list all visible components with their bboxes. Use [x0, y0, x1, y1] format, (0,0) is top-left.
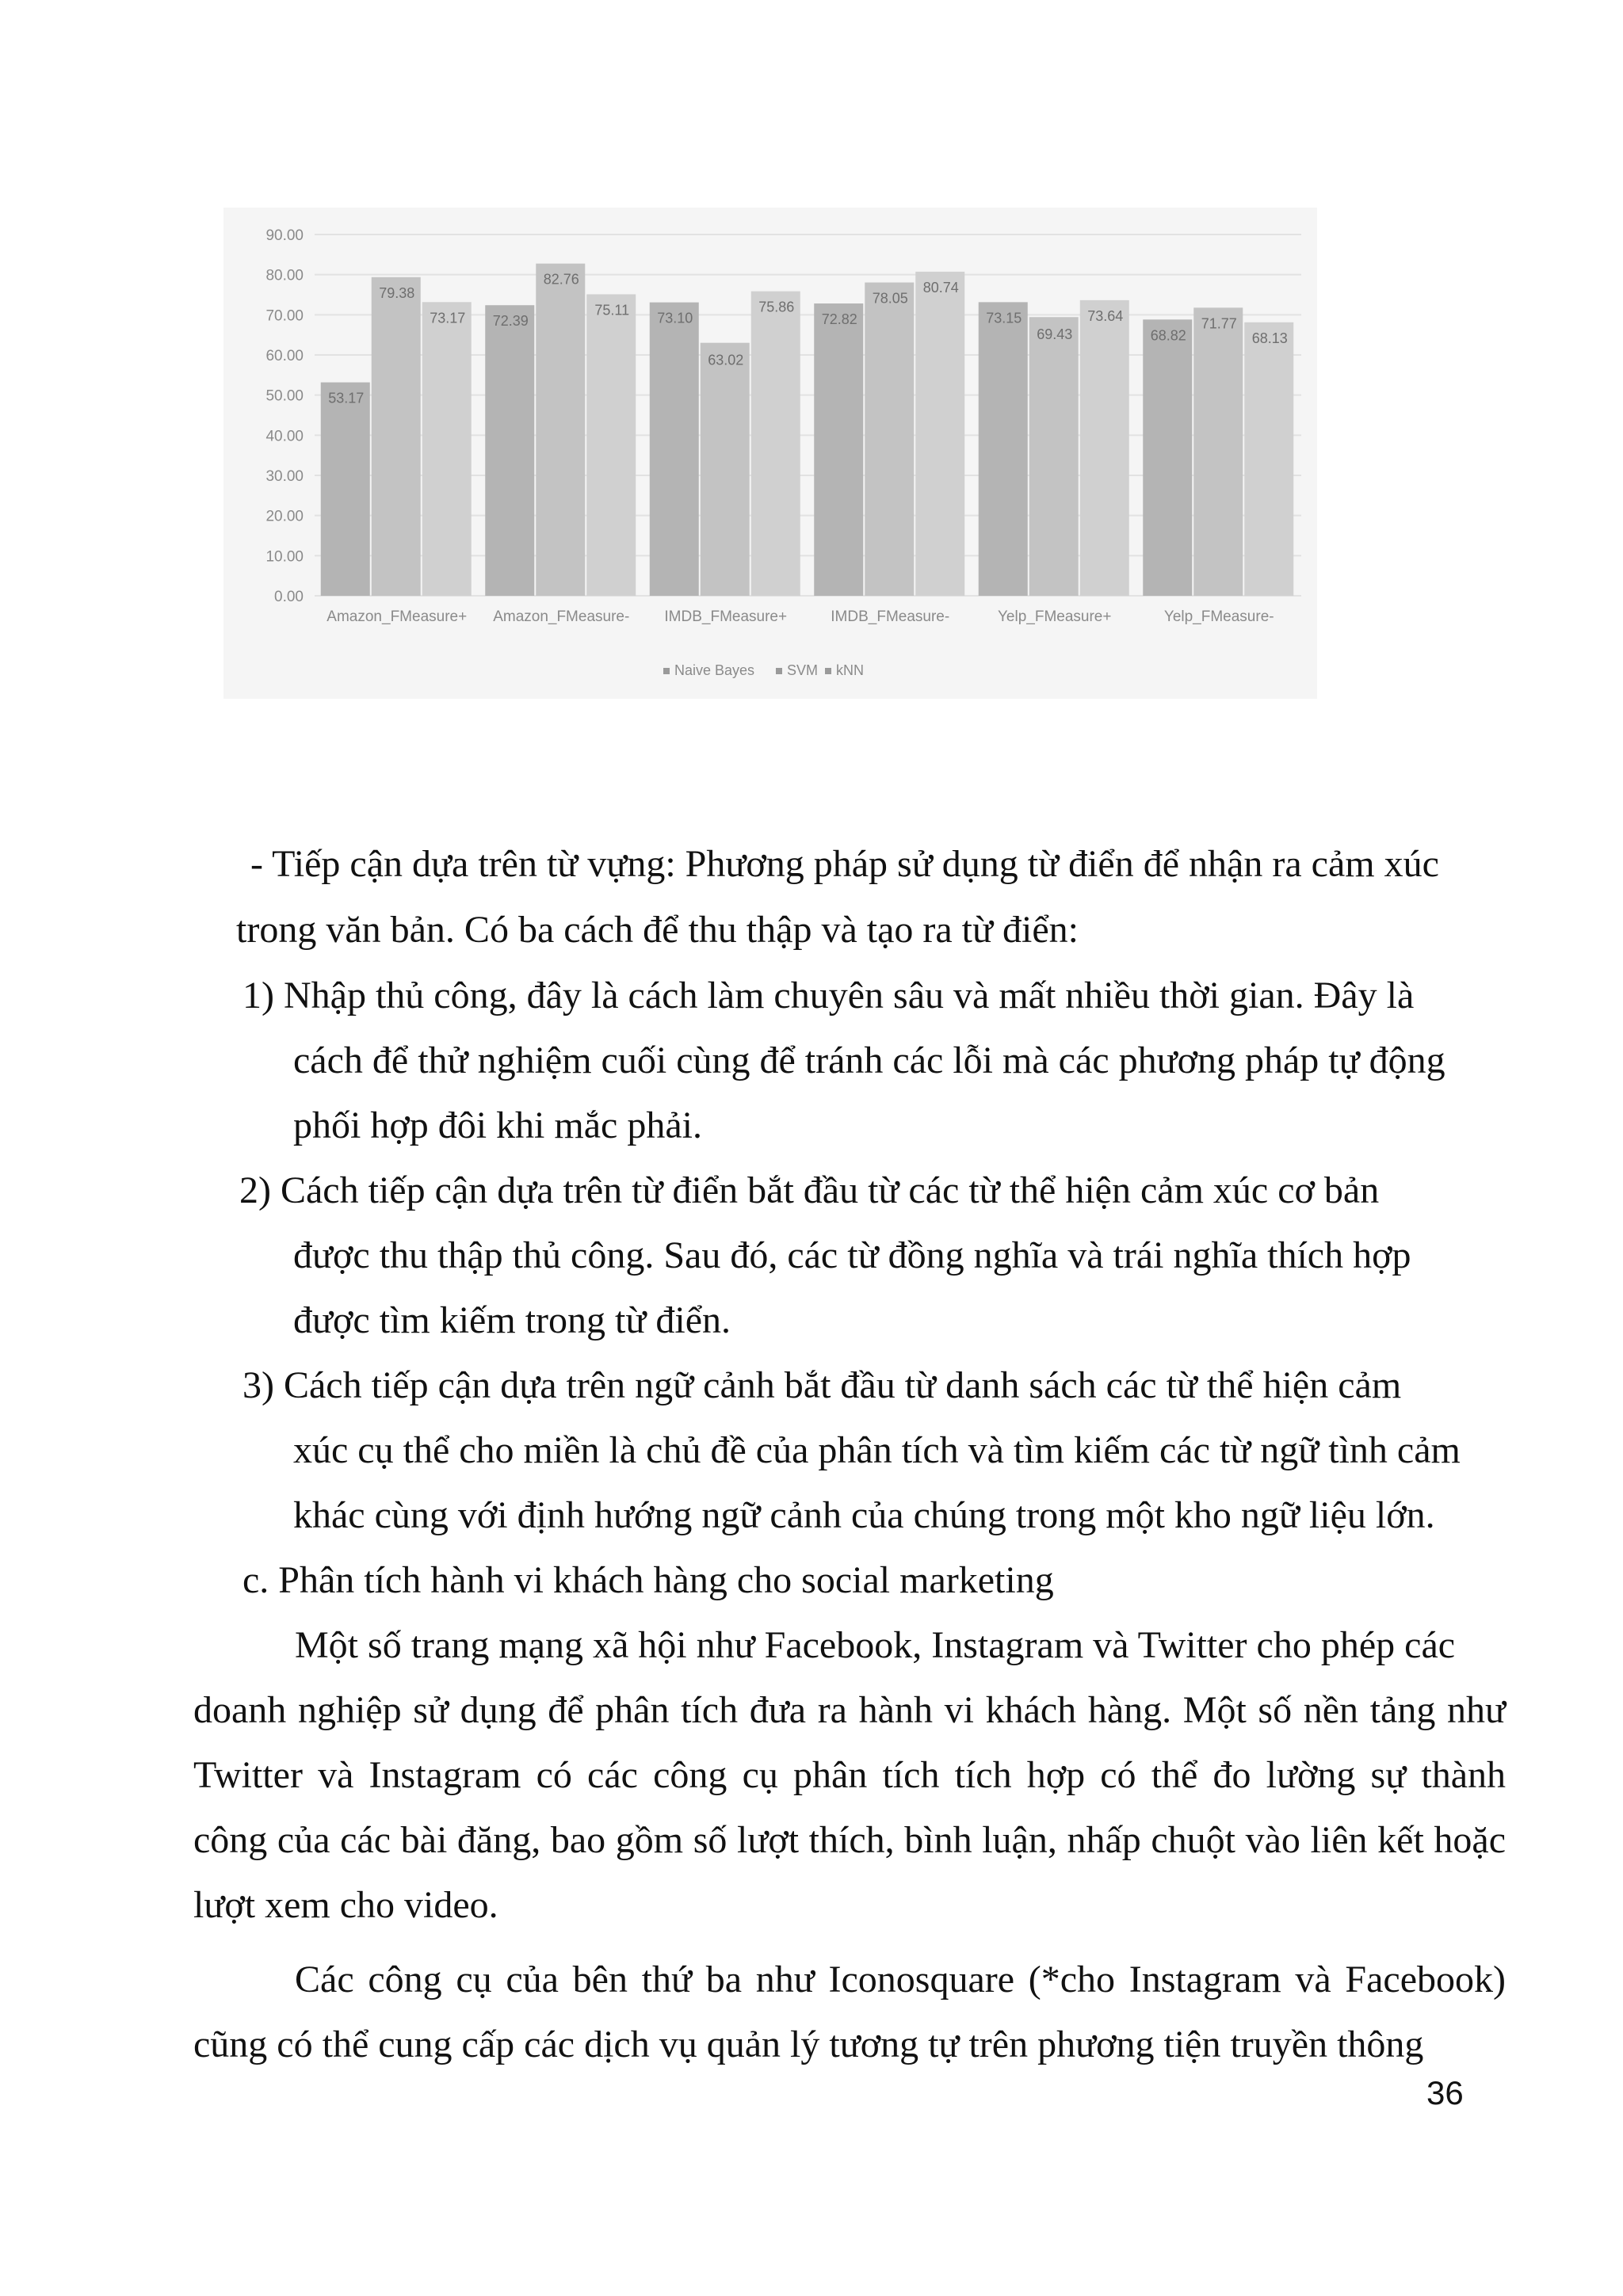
y-tick-label: 40.00	[265, 428, 304, 445]
data-label: 53.17	[328, 390, 365, 406]
bar	[701, 343, 750, 596]
x-tick-label: Yelp_FMeasure-	[1163, 608, 1274, 625]
bar	[1193, 307, 1243, 596]
data-label: 82.76	[543, 271, 579, 288]
bar	[1244, 322, 1293, 596]
legend-label: SVM	[787, 662, 819, 678]
text-line: trong văn bản. Có ba cách để thu thập và tạo ra từ điển:	[236, 909, 1079, 951]
x-tick-label: Yelp_FMeasure+	[998, 608, 1112, 625]
text-line: xúc cụ thể cho miền là chủ đề của phân tích và tìm kiếm các từ ngữ tình cảm	[293, 1429, 1461, 1471]
x-tick-label: Amazon_FMeasure-	[493, 608, 630, 625]
data-label: 80.74	[922, 279, 959, 296]
data-label: 69.43	[1037, 326, 1073, 343]
bar	[1029, 317, 1079, 596]
text-line: lượt xem cho video.	[193, 1884, 498, 1926]
y-tick-label: 50.00	[265, 387, 304, 405]
text-line: 3) Cách tiếp cận dựa trên ngữ cảnh bắt đầu từ danh sách các từ thể hiện cảm	[242, 1364, 1402, 1406]
y-tick-label: 70.00	[265, 307, 304, 325]
y-tick-label: 20.00	[265, 508, 304, 525]
data-label: 73.64	[1087, 307, 1124, 324]
text-line: được tìm kiếm trong từ điển.	[293, 1299, 731, 1341]
legend-swatch	[776, 668, 782, 674]
bar	[650, 303, 699, 596]
bar	[536, 264, 585, 596]
x-tick-label: IMDB_FMeasure-	[831, 608, 950, 625]
text-line: được thu thập thủ công. Sau đó, các từ đồng nghĩa và trái nghĩa thích hợp	[293, 1234, 1411, 1276]
bar	[372, 277, 421, 596]
text-line: khác cùng với định hướng ngữ cảnh của chúng trong một kho ngữ liệu lớn.	[293, 1494, 1435, 1536]
data-label: 72.39	[492, 313, 529, 330]
text-line: 2) Cách tiếp cận dựa trên từ điển bắt đầu từ các từ thể hiện cảm xúc cơ bản	[239, 1169, 1380, 1211]
text-line: - Tiếp cận dựa trên từ vựng: Phương pháp sử dụng từ điển để nhận ra cảm xúc	[250, 843, 1439, 885]
text-line: Một số trang mạng xã hội như Facebook, Instagram và Twitter cho phép các	[295, 1624, 1456, 1666]
y-tick-label: 60.00	[265, 348, 304, 364]
legend-label: Naive Bayes	[674, 662, 755, 678]
bar	[814, 303, 863, 596]
y-tick-label: 10.00	[265, 548, 304, 566]
y-tick-label: 0.00	[274, 589, 304, 605]
bar	[865, 283, 914, 596]
data-label: 73.15	[986, 310, 1022, 326]
data-label: 73.17	[430, 310, 466, 326]
text-line: Twitter và Instagram có các công cụ phân tích tích hợp có thể đo lường sự thành	[193, 1754, 1506, 1796]
bar	[751, 292, 800, 596]
legend-swatch	[825, 668, 831, 674]
bar	[485, 305, 534, 596]
text-line: công của các bài đăng, bao gồm số lượt thích, bình luận, nhấp chuột vào liên kết hoặc	[193, 1819, 1506, 1861]
data-label: 78.05	[872, 290, 908, 307]
y-tick-label: 90.00	[265, 227, 304, 244]
bar	[979, 302, 1028, 596]
legend-swatch	[663, 668, 670, 674]
data-label: 71.77	[1201, 315, 1237, 332]
data-label: 63.02	[708, 352, 744, 368]
data-label: 75.11	[594, 302, 630, 318]
data-label: 72.82	[821, 311, 857, 328]
bar	[321, 383, 370, 596]
text-line: Các công cụ của bên thứ ba như Iconosquare (*cho Instagram và Facebook)	[295, 1958, 1506, 2000]
x-tick-label: IMDB_FMeasure+	[664, 608, 788, 625]
bar	[422, 302, 472, 596]
text-line: doanh nghiệp sử dụng để phân tích đưa ra hành vi khách hàng. Một số nền tảng như	[193, 1689, 1506, 1731]
bar	[586, 294, 636, 596]
bar-chart	[223, 208, 1317, 699]
bar	[1080, 300, 1129, 596]
data-label: 68.82	[1150, 327, 1186, 344]
text-line: cũng có thể cung cấp các dịch vụ quản lý tương tự trên phương tiện truyền thông	[193, 2023, 1424, 2065]
bar-chart-svg	[223, 208, 1317, 699]
y-tick-label: 30.00	[265, 468, 304, 485]
data-label: 79.38	[379, 284, 415, 301]
data-label: 73.10	[657, 310, 693, 326]
bar	[915, 272, 964, 596]
data-label: 68.13	[1251, 330, 1288, 346]
y-tick-label: 80.00	[265, 267, 304, 284]
page-number: 36	[1426, 2074, 1464, 2111]
text-line: phối hợp đôi khi mắc phải.	[293, 1104, 702, 1146]
text-line: cách để thử nghiệm cuối cùng để tránh các lỗi mà các phương pháp tự động	[293, 1039, 1445, 1081]
bar	[1143, 319, 1192, 596]
legend-label: kNN	[836, 662, 864, 678]
section-heading: c. Phân tích hành vi khách hàng cho social marketing	[242, 1559, 1054, 1601]
text-line: 1) Nhập thủ công, đây là cách làm chuyên sâu và mất nhiều thời gian. Đây là	[242, 974, 1415, 1016]
data-label: 75.86	[758, 299, 795, 315]
x-tick-label: Amazon_FMeasure+	[327, 608, 468, 625]
